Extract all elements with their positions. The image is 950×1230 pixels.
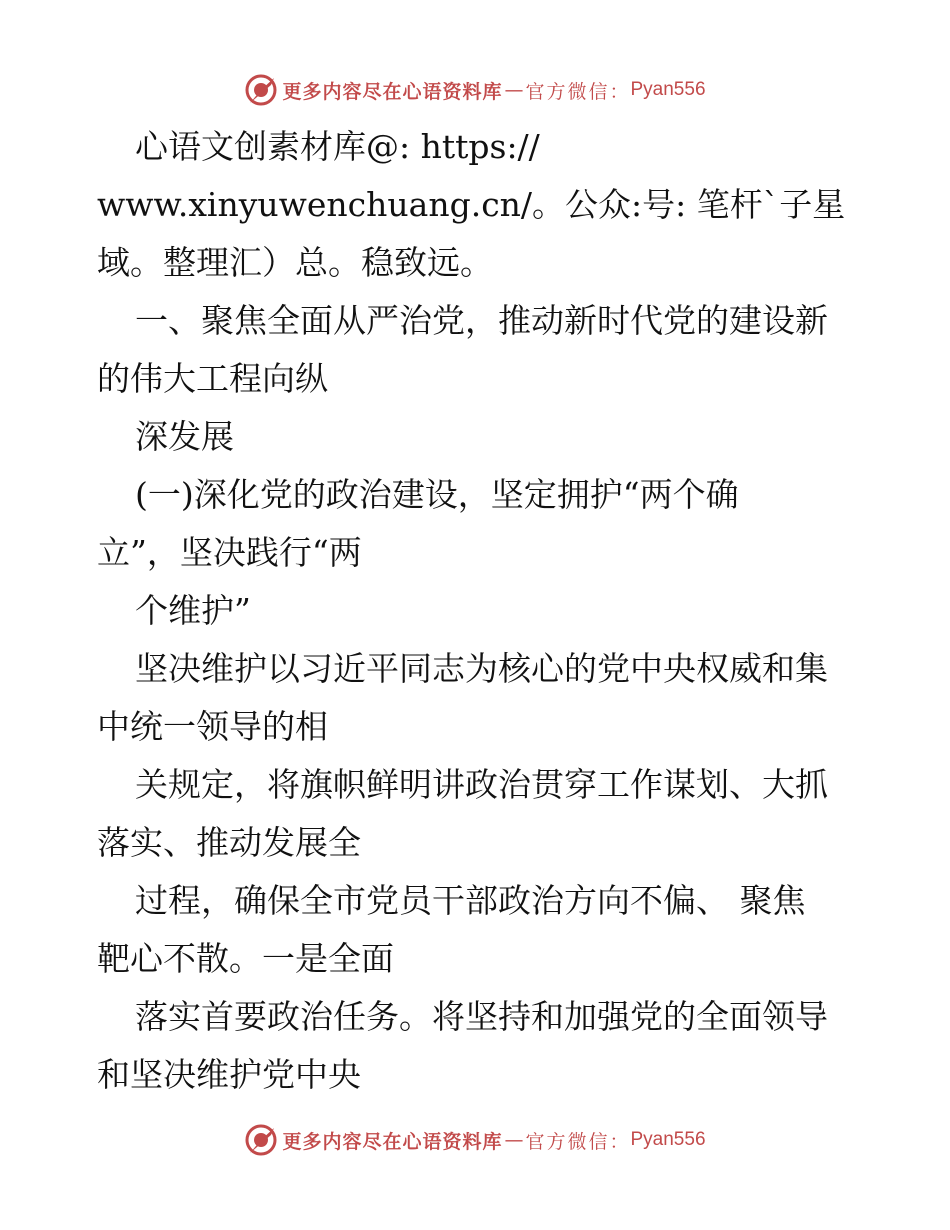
text-line: 落实首要政治任务。将坚持和加强党的全面领导 [135,997,828,1036]
text-line: 坚决维护以习近平同志为核心的党中央权威和集 [135,649,828,688]
text-line: 个维护” [135,591,251,630]
text-line: 靶心不散。一是全面 [97,939,394,978]
text-line: 一、聚焦全面从严治党，推动新时代党的建设新 [135,301,828,340]
text-line: 域。整理汇）总。稳致远。 [97,243,493,282]
text-line: 落实、推动发展全 [97,823,361,862]
banner-official-label: 官方微信： [525,1130,631,1153]
banner-wechat-id: Pyan556 [630,79,706,100]
text-line: www.xinyuwenchuang.cn/。公众:号: 笔杆`子星 [97,185,846,224]
document-body [97,118,867,1104]
text-line: 心语文创素材库@: https:// [135,127,540,166]
text-line: 关规定，将旗帜鲜明讲政治贯穿工作谋划、大抓 [135,765,828,804]
text-line: (一)深化党的政治建设，坚定拥护“两个确 [135,475,739,514]
text-line: 深发展 [135,417,234,456]
banner-official-label: 官方微信： [525,80,631,103]
text-line: 和坚决维护党中央 [97,1055,361,1094]
pen-logo-icon [244,73,278,107]
text-line: 中统一领导的相 [97,707,328,746]
banner-dash: — [504,1129,524,1151]
footer-watermark-banner [0,1120,950,1160]
banner-dash: — [504,79,524,101]
pen-logo-icon [244,1123,278,1157]
text-line: 立”，坚决践行“两 [97,533,362,572]
banner-brand-text: 更多内容尽在心语资料库 [282,80,503,103]
text-line: 过程，确保全市党员干部政治方向不偏、 聚焦 [135,881,806,920]
header-watermark-banner [0,70,950,110]
banner-wechat-id: Pyan556 [630,1129,706,1150]
banner-brand-text: 更多内容尽在心语资料库 [282,1130,503,1153]
text-line: 的伟大工程向纵 [97,359,328,398]
